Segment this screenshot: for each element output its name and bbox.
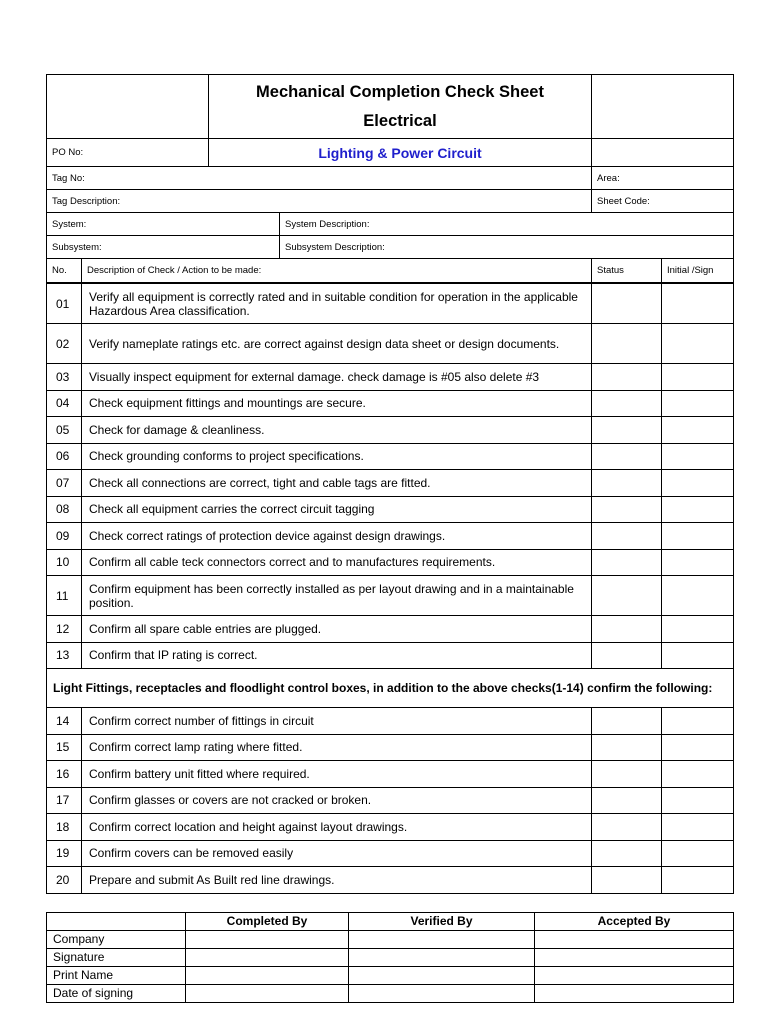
section-heading: Light Fittings, receptacles and floodlight control boxes, in addition to the above checks(1-14) confirm the following: [47,669,734,708]
signoff-entry-cell[interactable] [349,967,535,985]
signoff-entry-cell[interactable] [535,949,734,967]
signoff-row-label: Date of signing [47,985,186,1003]
check-number: 18 [47,814,82,841]
check-initial-sign-cell[interactable] [662,523,734,550]
col-description-header: Description of Check / Action to be made: [82,259,592,283]
check-row [47,814,734,841]
tag-no-label: Tag No: [47,167,592,190]
sheet-code-label: Sheet Code: [592,190,734,213]
signoff-entry-cell[interactable] [186,985,349,1003]
header-blank-left [47,75,209,139]
check-status-cell[interactable] [592,549,662,576]
check-initial-sign-cell[interactable] [662,642,734,669]
col-initial-header: Initial /Sign [662,259,734,283]
check-status-cell[interactable] [592,417,662,444]
check-row [47,549,734,576]
sheet-title [209,75,592,139]
check-status-cell[interactable] [592,496,662,523]
signoff-rows [47,931,734,1003]
check-number: 06 [47,443,82,470]
signoff-col-completed-by: Completed By [186,913,349,931]
signoff-col-accepted-by: Accepted By [535,913,734,931]
check-status-cell[interactable] [592,867,662,894]
check-status-cell[interactable] [592,523,662,550]
check-number: 01 [47,284,82,324]
check-row [47,576,734,616]
check-row [47,787,734,814]
po-blank-right [592,139,734,167]
check-description: Prepare and submit As Built red line drawings. [82,867,592,894]
check-number: 10 [47,549,82,576]
check-description: Confirm correct location and height against layout drawings. [82,814,592,841]
signoff-row-label: Signature [47,949,186,967]
check-row [47,616,734,643]
signoff-row [47,985,734,1003]
signoff-row-label: Print Name [47,967,186,985]
check-status-cell[interactable] [592,576,662,616]
check-description: Confirm all spare cable entries are plugged. [82,616,592,643]
signoff-row [47,931,734,949]
check-status-cell[interactable] [592,761,662,788]
check-row [47,417,734,444]
check-row [47,523,734,550]
check-description: Check all connections are correct, tight and cable tags are fitted. [82,470,592,497]
check-status-cell[interactable] [592,324,662,364]
check-description: Verify all equipment is correctly rated and in suitable condition for operation in the applicable Hazardous Area classification. [82,284,592,324]
system-label: System: [47,213,280,236]
check-number: 04 [47,390,82,417]
check-status-cell[interactable] [592,284,662,324]
col-status-header: Status [592,259,662,283]
sheet-title-line2: Electrical [363,111,437,130]
check-row [47,867,734,894]
check-number: 13 [47,642,82,669]
check-number: 08 [47,496,82,523]
check-row [47,470,734,497]
check-status-cell[interactable] [592,787,662,814]
check-description: Confirm all cable teck connectors correct and to manufactures requirements. [82,549,592,576]
check-initial-sign-cell[interactable] [662,470,734,497]
check-initial-sign-cell[interactable] [662,324,734,364]
check-initial-sign-cell[interactable] [662,284,734,324]
subsystem-description-label: Subsystem Description: [280,236,734,259]
signoff-row-label: Company [47,931,186,949]
check-description: Confirm correct lamp rating where fitted. [82,734,592,761]
signoff-entry-cell[interactable] [186,931,349,949]
check-initial-sign-cell[interactable] [662,576,734,616]
signoff-entry-cell[interactable] [349,985,535,1003]
check-initial-sign-cell[interactable] [662,708,734,735]
check-status-cell[interactable] [592,470,662,497]
signoff-entry-cell[interactable] [349,949,535,967]
subsystem-label: Subsystem: [47,236,280,259]
checklist-table [46,283,734,894]
check-initial-sign-cell[interactable] [662,787,734,814]
check-row [47,364,734,391]
signoff-entry-cell[interactable] [349,931,535,949]
signoff-entry-cell[interactable] [535,967,734,985]
check-description: Confirm battery unit fitted where required. [82,761,592,788]
check-row [47,734,734,761]
check-description: Check for damage & cleanliness. [82,417,592,444]
check-row [47,840,734,867]
check-status-cell[interactable] [592,734,662,761]
check-initial-sign-cell[interactable] [662,549,734,576]
check-initial-sign-cell[interactable] [662,867,734,894]
check-initial-sign-cell[interactable] [662,761,734,788]
check-initial-sign-cell[interactable] [662,616,734,643]
check-description: Confirm correct number of fittings in circuit [82,708,592,735]
check-description: Confirm covers can be removed easily [82,840,592,867]
po-no-label: PO No: [47,139,209,167]
check-row [47,443,734,470]
check-initial-sign-cell[interactable] [662,417,734,444]
check-status-cell[interactable] [592,390,662,417]
check-description: Confirm that IP rating is correct. [82,642,592,669]
check-status-cell[interactable] [592,642,662,669]
check-status-cell[interactable] [592,443,662,470]
check-initial-sign-cell[interactable] [662,443,734,470]
signoff-entry-cell[interactable] [186,967,349,985]
header-blank-right [592,75,734,139]
col-no-header: No. [47,259,82,283]
check-number: 16 [47,761,82,788]
sheet-title-line1: Mechanical Completion Check Sheet [256,82,544,101]
signoff-row [47,949,734,967]
tag-description-label: Tag Description: [47,190,592,213]
check-row [47,761,734,788]
check-initial-sign-cell[interactable] [662,840,734,867]
check-number: 19 [47,840,82,867]
check-number: 03 [47,364,82,391]
signoff-entry-cell[interactable] [535,985,734,1003]
check-number: 12 [47,616,82,643]
check-status-cell[interactable] [592,616,662,643]
check-row [47,324,734,364]
check-description: Check grounding conforms to project specifications. [82,443,592,470]
signoff-corner [47,913,186,931]
signoff-table [46,912,734,1003]
header-table [46,74,734,283]
check-initial-sign-cell[interactable] [662,734,734,761]
check-number: 11 [47,576,82,616]
signoff-entry-cell[interactable] [535,931,734,949]
check-number: 05 [47,417,82,444]
check-description: Check equipment fittings and mountings are secure. [82,390,592,417]
check-number: 20 [47,867,82,894]
check-row [47,708,734,735]
check-description: Check correct ratings of protection device against design drawings. [82,523,592,550]
checklist-group-general [47,284,734,669]
check-status-cell[interactable] [592,840,662,867]
check-description: Verify nameplate ratings etc. are correct against design data sheet or design documents. [82,324,592,364]
check-description: Confirm equipment has been correctly installed as per layout drawing and in a maintainable position. [82,576,592,616]
check-initial-sign-cell[interactable] [662,496,734,523]
check-number: 14 [47,708,82,735]
check-status-cell[interactable] [592,364,662,391]
check-number: 07 [47,470,82,497]
system-description-label: System Description: [280,213,734,236]
check-initial-sign-cell[interactable] [662,390,734,417]
check-row [47,642,734,669]
check-row [47,390,734,417]
check-status-cell[interactable] [592,708,662,735]
check-number: 15 [47,734,82,761]
check-row [47,496,734,523]
signoff-col-verified-by: Verified By [349,913,535,931]
area-label: Area: [592,167,734,190]
check-status-cell[interactable] [592,814,662,841]
signoff-row [47,967,734,985]
checklist-section [47,669,734,708]
sheet-subtitle: Lighting & Power Circuit [209,139,592,167]
check-number: 17 [47,787,82,814]
signoff-entry-cell[interactable] [186,949,349,967]
check-description: Check all equipment carries the correct circuit tagging [82,496,592,523]
check-description: Confirm glasses or covers are not cracked or broken. [82,787,592,814]
check-number: 09 [47,523,82,550]
check-row [47,284,734,324]
check-initial-sign-cell[interactable] [662,364,734,391]
checklist-group-light-fittings [47,708,734,894]
check-number: 02 [47,324,82,364]
check-initial-sign-cell[interactable] [662,814,734,841]
check-description: Visually inspect equipment for external damage. check damage is #05 also delete #3 [82,364,592,391]
